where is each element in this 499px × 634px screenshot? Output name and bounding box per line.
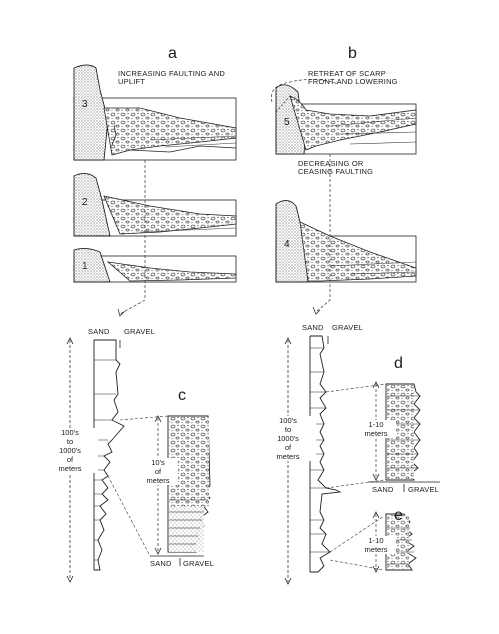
annotation-decreasing-faulting: DECREASING OR CEASING FAULTING — [298, 159, 374, 176]
thickness-right-line-3: 1000's — [277, 434, 299, 443]
thickness-label-left — [42, 428, 98, 473]
annotation-increasing-faulting: INCREASING FAULTING AND UPLIFT — [118, 69, 225, 86]
panel-label-d: d — [394, 355, 403, 372]
thickness-left-line-2: to — [66, 437, 74, 446]
guide-line-a — [120, 160, 145, 314]
thickness-label-e — [356, 536, 396, 554]
thickness-left-line-1: 100's — [61, 428, 79, 437]
thickness-right-line-5: meters — [276, 452, 300, 461]
thickness-label-c — [138, 458, 178, 485]
stage-4-block — [276, 200, 416, 282]
thickness-left-line-5: meters — [58, 464, 82, 473]
stage-1-label: 1 — [82, 261, 88, 272]
stage-2-label: 2 — [82, 197, 88, 208]
thickness-right-line-2: to — [284, 425, 292, 434]
header-gravel-right: GRAVEL — [332, 323, 364, 332]
thickness-right-line-1: 100's — [279, 416, 297, 425]
header-sand-left: SAND — [88, 327, 110, 336]
stage-2-block — [74, 173, 236, 236]
thickness-left-line-3: 1000's — [59, 446, 81, 455]
header-sand-d: SAND — [372, 485, 394, 494]
stage-5-label: 5 — [284, 117, 290, 128]
thickness-label-d — [356, 420, 396, 438]
thickness-c-line-2: of — [154, 467, 162, 476]
panel-label-a: a — [168, 45, 177, 62]
header-gravel-c: GRAVEL — [183, 559, 215, 568]
thickness-e-line-1: 1-10 — [368, 536, 384, 545]
panel-label-b: b — [348, 45, 357, 62]
thickness-d-line-2: meters — [364, 429, 388, 438]
stage-4-label: 4 — [284, 239, 290, 250]
header-gravel-left: GRAVEL — [124, 327, 156, 336]
header-gravel-d: GRAVEL — [408, 485, 440, 494]
annotation-retreat-scarp: RETREAT OF SCARP FRONT AND LOWERING — [308, 69, 398, 86]
panel-label-e: e — [394, 507, 403, 524]
stage-3-label: 3 — [82, 99, 88, 110]
thickness-e-line-2: meters — [364, 545, 388, 554]
thickness-d-line-1: 1-10 — [368, 420, 384, 429]
thickness-label-right — [260, 416, 316, 461]
thickness-left-line-4: of — [66, 455, 74, 464]
thickness-arrow-right — [285, 338, 291, 584]
header-sand-c: SAND — [150, 559, 172, 568]
strat-column-left — [94, 340, 124, 570]
panel-label-c: c — [178, 387, 186, 404]
thickness-right-line-4: of — [284, 443, 292, 452]
stage-1-block — [74, 248, 236, 282]
thickness-c-line-1: 10's — [151, 458, 165, 467]
stage-5-block — [271, 79, 416, 154]
thickness-c-line-3: meters — [146, 476, 170, 485]
header-sand-right: SAND — [302, 323, 324, 332]
detail-c — [108, 416, 210, 566]
